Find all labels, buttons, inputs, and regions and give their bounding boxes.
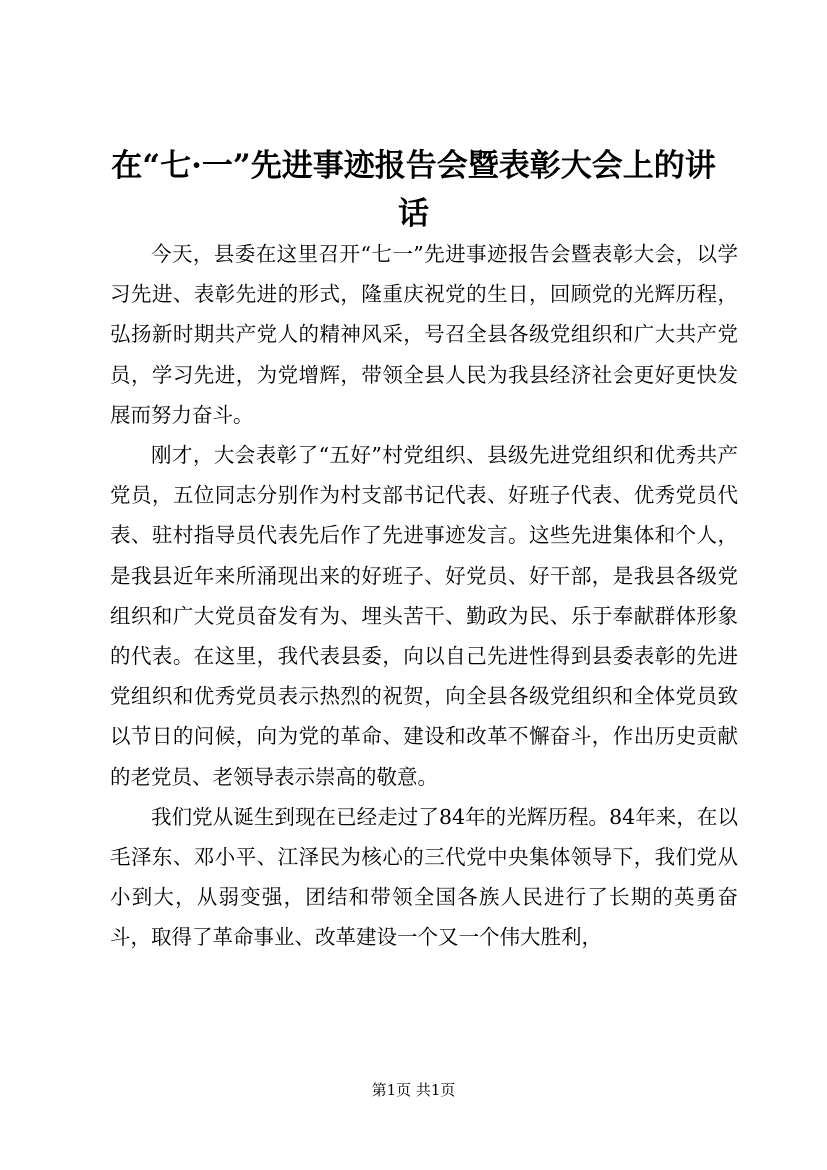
page-number-footer: 第1页 共1页 <box>371 1081 456 1099</box>
document-title: 在“七·一”先进事迹报告会暨表彰大会上的讲话 <box>111 148 716 232</box>
paragraph-3: 我们党从诞生到现在已经走过了84年的光辉历程。84年来，在以毛泽东、邓小平、江泽民为核心的三代党中央集体领导下，我们党从小到大，从弱变强，团结和带领全国各族人民进行了长期的英勇奋斗，取得了革命事业、改革建设一个又一个伟大胜利， <box>110 804 738 950</box>
paragraph-2: 刚才，大会表彰了“五好”村党组织、县级先进党组织和优秀共产党员，五位同志分别作为村支部书记代表、好班子代表、优秀党员代表、驻村指导员代表先后作了先进事迹发言。这些先进集体和个人，是我县近年来所涌现出来的好班子、好党员、好干部，是我县各级党组织和广大党员奋发有为、埋头苦干、勤政为民、乐于奉献群体形象的代表。在这里，我代表县委，向以自己先进性得到县委表彰的先进党组织和优秀党员表示热烈的祝贺，向全县各级党组织和全体党员致以节日的问候，向为党的革命、建设和改革不懈奋斗，作出历史贡献的老党员、老领导表示崇高的敬意。 <box>110 443 738 789</box>
document-body <box>110 234 738 958</box>
paragraph-1: 今天，县委在这里召开“七一”先进事迹报告会暨表彰大会，以学习先进、表彰先进的形式，隆重庆祝党的生日，回顾党的光辉历程，弘扬新时期共产党人的精神风采，号召全县各级党组织和广大共产党员，学习先进，为党增辉，带领全县人民为我县经济社会更好更快发展而努力奋斗。 <box>110 242 738 427</box>
